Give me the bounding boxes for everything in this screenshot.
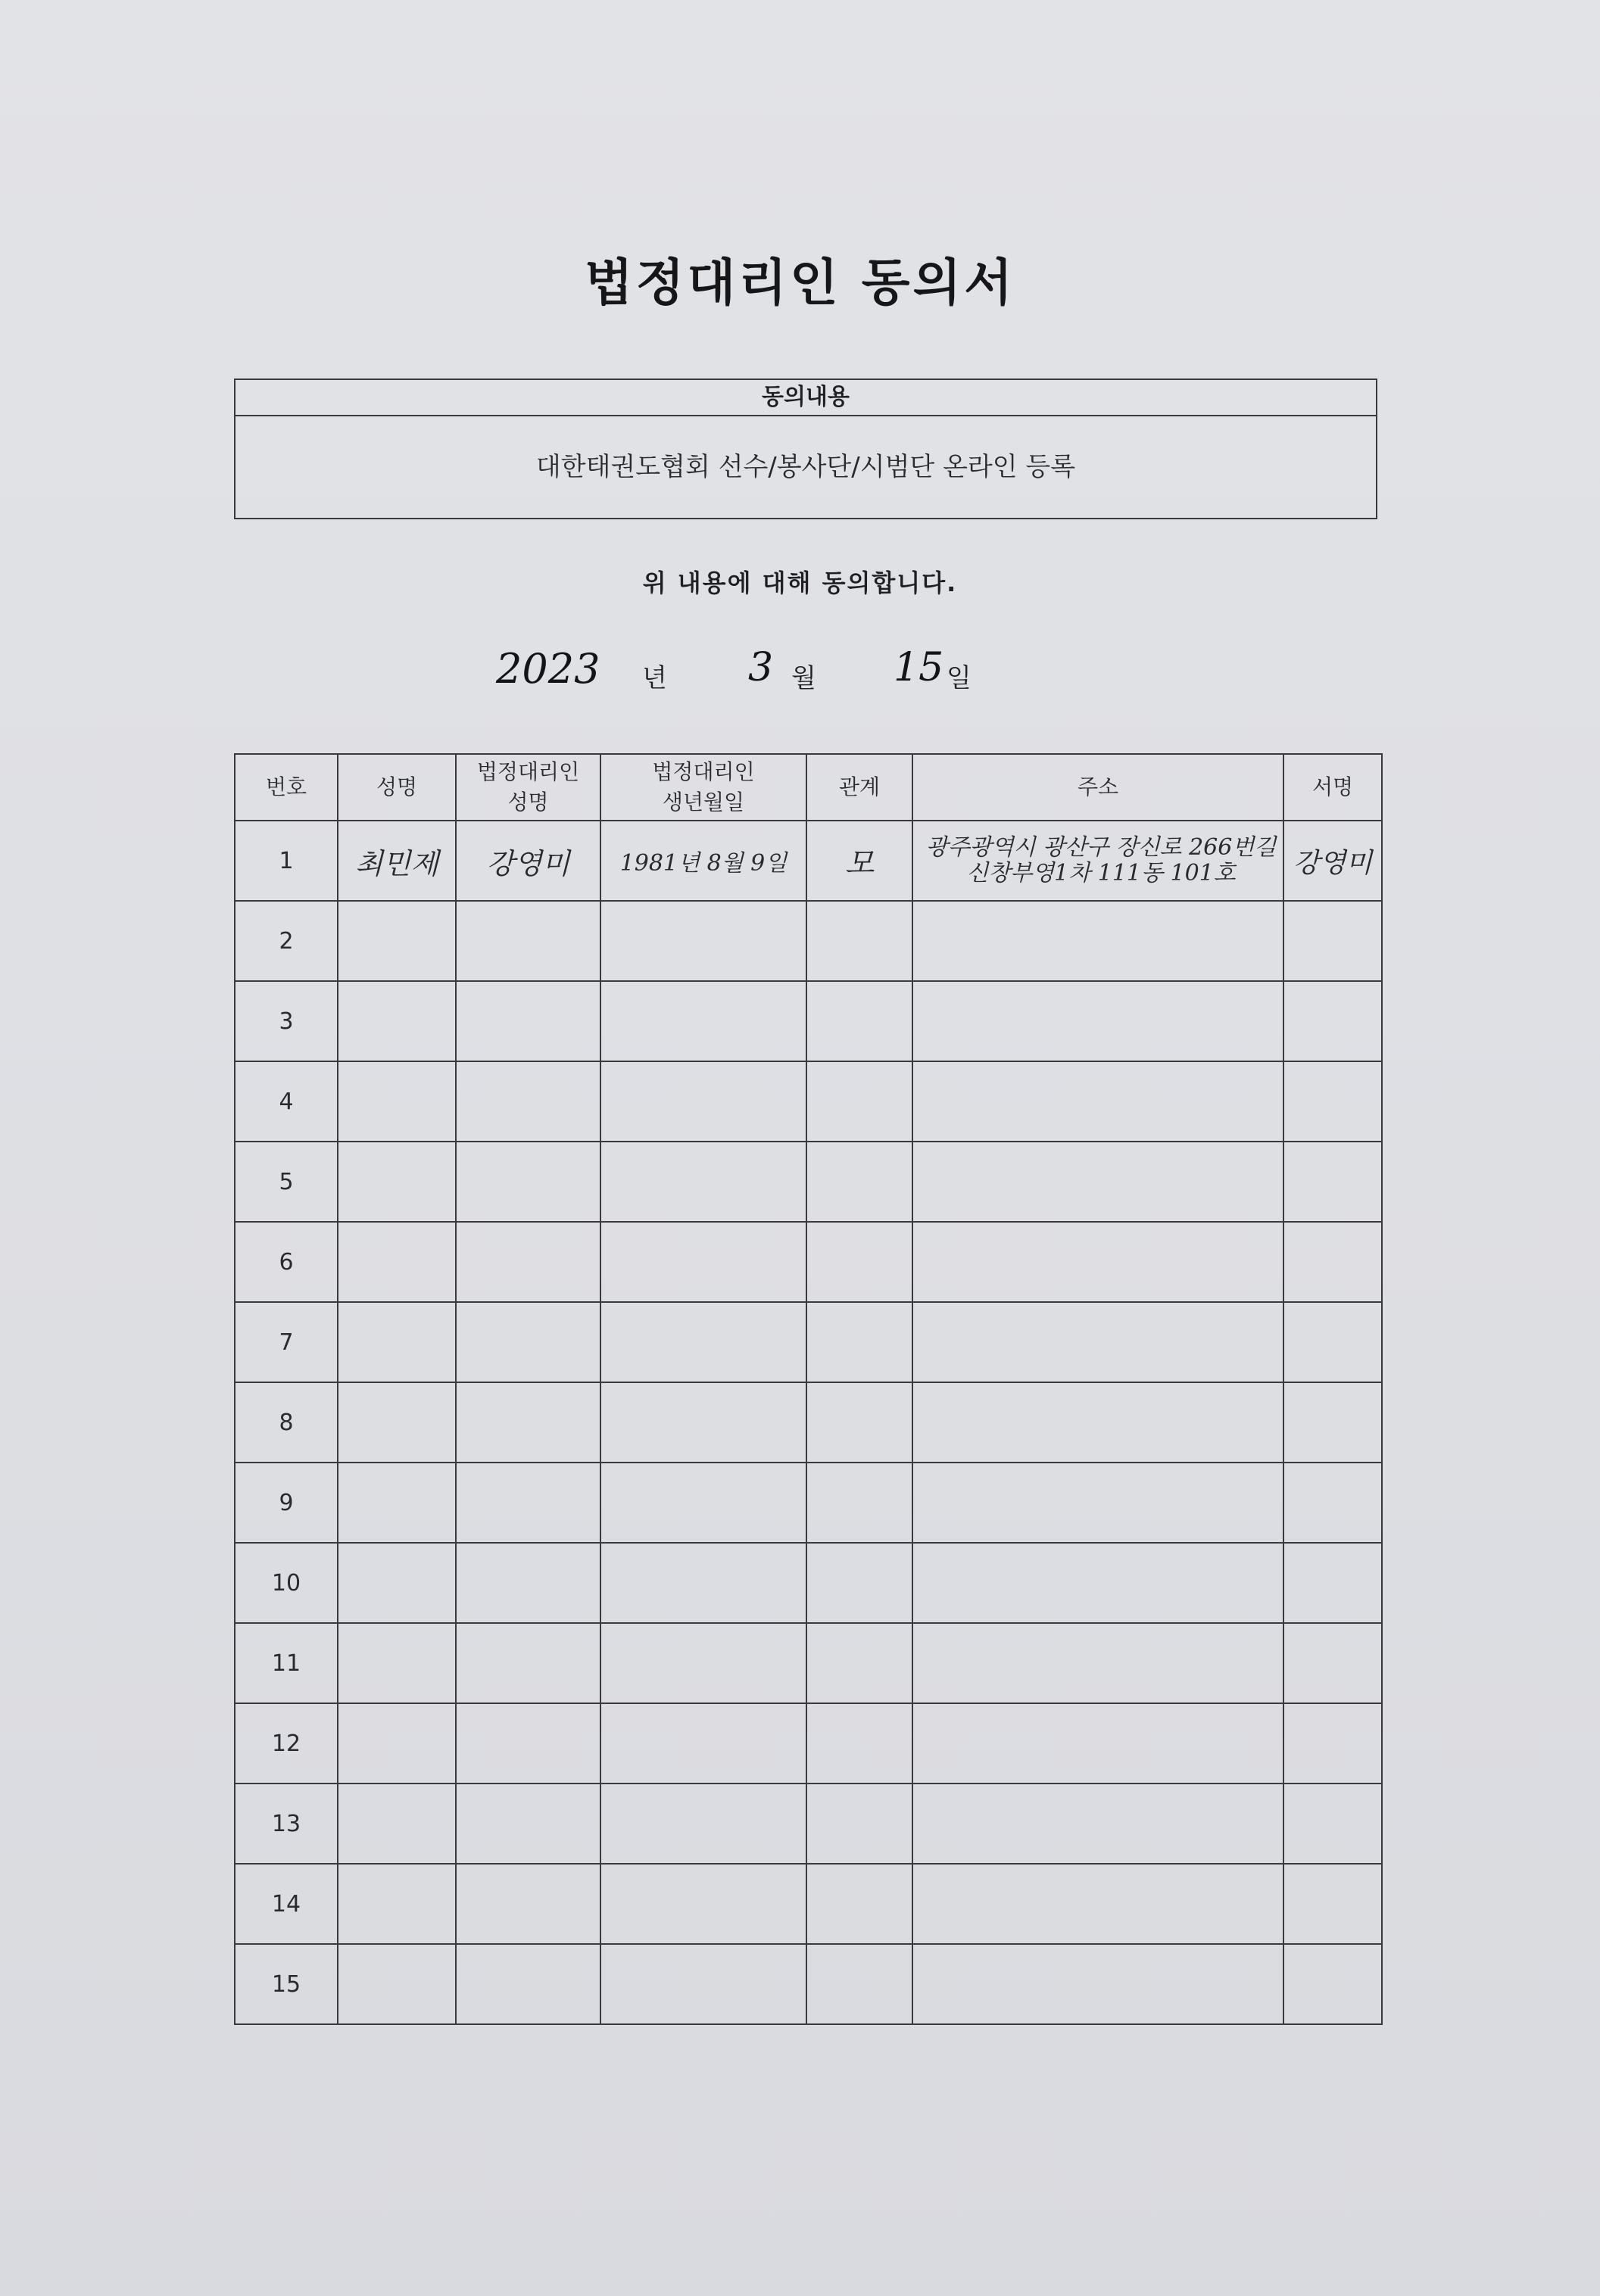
- header-guardian-name: [456, 754, 600, 821]
- row-relation-cell: [806, 1302, 912, 1382]
- row-address-cell: [912, 1382, 1283, 1463]
- row-guardian-name-handwritten: 강영미: [456, 821, 600, 901]
- consent-box-header: 동의내용: [235, 380, 1376, 416]
- table-row: [235, 821, 1382, 901]
- row-signature-cell: [1283, 1784, 1382, 1864]
- row-guardian-name-cell: [456, 1382, 600, 1463]
- row-name-cell: [338, 1944, 456, 2024]
- row-guardian-dob-cell: [600, 981, 806, 1061]
- row-relation-cell: [806, 1784, 912, 1864]
- row-number: 9: [235, 1463, 338, 1543]
- row-name-cell: [338, 1543, 456, 1623]
- row-guardian-dob-cell: [600, 1623, 806, 1703]
- row-relation-cell: [806, 901, 912, 981]
- row-guardian-name-cell: [456, 1864, 600, 1944]
- table-header-row: [235, 754, 1382, 821]
- header-guardian-name-line2: 성명: [507, 790, 549, 815]
- row-relation-handwritten: 모: [806, 821, 912, 901]
- row-signature-cell: [1283, 1543, 1382, 1623]
- date-year-handwritten: 2023: [496, 645, 600, 693]
- row-guardian-name-cell: [456, 1623, 600, 1703]
- table-row: [235, 1061, 1382, 1142]
- row-signature-cell: [1283, 1703, 1382, 1784]
- table-row: [235, 1382, 1382, 1463]
- row-name-cell: [338, 1463, 456, 1543]
- row-number: 14: [235, 1864, 338, 1944]
- row-address-cell: [912, 1703, 1283, 1784]
- row-number: 10: [235, 1543, 338, 1623]
- row-name-cell: [338, 1061, 456, 1142]
- row-address-line2: 신창부영1차 111동 101호: [966, 860, 1236, 886]
- table-row: [235, 1784, 1382, 1864]
- row-name-cell: [338, 1784, 456, 1864]
- row-guardian-dob-cell: [600, 1302, 806, 1382]
- row-address-cell: [912, 981, 1283, 1061]
- row-number: 1: [235, 821, 338, 901]
- row-address-cell: [912, 1463, 1283, 1543]
- row-guardian-name-cell: [456, 1944, 600, 2024]
- row-relation-cell: [806, 1623, 912, 1703]
- row-signature-cell: [1283, 1463, 1382, 1543]
- row-number: 11: [235, 1623, 338, 1703]
- table-row: [235, 1222, 1382, 1302]
- row-guardian-dob-cell: [600, 1944, 806, 2024]
- row-name-cell: [338, 1382, 456, 1463]
- agreement-statement: 위 내용에 대해 동의합니다.: [642, 569, 958, 597]
- document-title: 법정대리인 동의서: [584, 254, 1016, 312]
- row-guardian-name-cell: [456, 1543, 600, 1623]
- row-guardian-dob-cell: [600, 1864, 806, 1944]
- header-address: 주소: [912, 754, 1283, 821]
- row-number: 8: [235, 1382, 338, 1463]
- consent-box-content: 대한태권도협회 선수/봉사단/시범단 온라인 등록: [535, 452, 1076, 482]
- row-signature-cell: [1283, 1623, 1382, 1703]
- row-address-cell: [912, 1222, 1283, 1302]
- row-relation-cell: [806, 1944, 912, 2024]
- row-address-cell: [912, 1061, 1283, 1142]
- row-address-cell: [912, 1543, 1283, 1623]
- row-guardian-dob-cell: [600, 1222, 806, 1302]
- row-relation-cell: [806, 1142, 912, 1222]
- row-number: 4: [235, 1061, 338, 1142]
- row-address-cell: [912, 1944, 1283, 2024]
- row-signature-cell: [1283, 1382, 1382, 1463]
- header-signature: 서명: [1283, 754, 1382, 821]
- row-address-cell: [912, 1784, 1283, 1864]
- row-number: 6: [235, 1222, 338, 1302]
- row-name-cell: [338, 1222, 456, 1302]
- row-signature-handwritten: 강영미: [1283, 821, 1382, 901]
- guardian-table: [234, 753, 1383, 2025]
- row-guardian-dob-cell: [600, 1784, 806, 1864]
- table-row: [235, 1864, 1382, 1944]
- row-address-line1: 광주광역시 광산구 장신로 266번길: [925, 834, 1277, 861]
- row-signature-cell: [1283, 1302, 1382, 1382]
- table-row: [235, 901, 1382, 981]
- row-number: 7: [235, 1302, 338, 1382]
- row-name-cell: [338, 1302, 456, 1382]
- row-guardian-dob-cell: [600, 1142, 806, 1222]
- row-signature-cell: [1283, 1864, 1382, 1944]
- row-name-handwritten: 최민제: [338, 821, 456, 901]
- row-guardian-dob-handwritten: 1981년 8월 9일: [600, 821, 806, 901]
- header-relation: 관계: [806, 754, 912, 821]
- row-relation-cell: [806, 1864, 912, 1944]
- row-number: 3: [235, 981, 338, 1061]
- row-name-cell: [338, 981, 456, 1061]
- row-relation-cell: [806, 1543, 912, 1623]
- row-address-cell: [912, 1302, 1283, 1382]
- row-address-cell: [912, 1142, 1283, 1222]
- header-number: 번호: [235, 754, 338, 821]
- date-month-unit: 월: [791, 663, 816, 693]
- row-address-cell: [912, 1623, 1283, 1703]
- row-name-cell: [338, 1703, 456, 1784]
- row-name-cell: [338, 1142, 456, 1222]
- row-number: 12: [235, 1703, 338, 1784]
- header-guardian-dob: [600, 754, 806, 821]
- header-guardian-dob-line2: 생년월일: [662, 790, 745, 815]
- row-address-cell: [912, 1864, 1283, 1944]
- row-number: 13: [235, 1784, 338, 1864]
- row-signature-cell: [1283, 1061, 1382, 1142]
- row-relation-cell: [806, 1463, 912, 1543]
- row-guardian-name-cell: [456, 1222, 600, 1302]
- row-guardian-dob-cell: [600, 1382, 806, 1463]
- header-name: 성명: [338, 754, 456, 821]
- row-signature-cell: [1283, 1944, 1382, 2024]
- row-relation-cell: [806, 981, 912, 1061]
- row-name-cell: [338, 901, 456, 981]
- row-relation-cell: [806, 1703, 912, 1784]
- consent-box: [234, 379, 1377, 519]
- row-guardian-name-cell: [456, 1061, 600, 1142]
- row-guardian-name-cell: [456, 1142, 600, 1222]
- header-guardian-name-line1: 법정대리인: [476, 759, 580, 784]
- table-row: [235, 1302, 1382, 1382]
- table-row: [235, 1543, 1382, 1623]
- row-guardian-dob-cell: [600, 1703, 806, 1784]
- row-guardian-name-cell: [456, 1703, 600, 1784]
- date-day-unit: 일: [947, 663, 972, 693]
- row-address-cell: [912, 901, 1283, 981]
- table-row: [235, 1463, 1382, 1543]
- row-signature-cell: [1283, 981, 1382, 1061]
- row-number: 15: [235, 1944, 338, 2024]
- row-signature-cell: [1283, 1222, 1382, 1302]
- row-name-cell: [338, 1623, 456, 1703]
- row-guardian-name-cell: [456, 981, 600, 1061]
- date-day-handwritten: 15: [894, 645, 944, 690]
- date-line: [0, 643, 1600, 704]
- table-row: [235, 1944, 1382, 2024]
- row-relation-cell: [806, 1061, 912, 1142]
- row-guardian-name-cell: [456, 1463, 600, 1543]
- row-number: 5: [235, 1142, 338, 1222]
- row-relation-cell: [806, 1382, 912, 1463]
- date-year-unit: 년: [642, 663, 667, 693]
- row-guardian-name-cell: [456, 1784, 600, 1864]
- table-row: [235, 981, 1382, 1061]
- header-guardian-dob-line1: 법정대리인: [652, 759, 755, 784]
- row-name-cell: [338, 1864, 456, 1944]
- row-relation-cell: [806, 1222, 912, 1302]
- row-signature-cell: [1283, 901, 1382, 981]
- row-address-handwritten: [912, 821, 1283, 901]
- table-row: [235, 1703, 1382, 1784]
- row-guardian-dob-cell: [600, 1463, 806, 1543]
- row-guardian-dob-cell: [600, 1543, 806, 1623]
- table-row: [235, 1623, 1382, 1703]
- row-signature-cell: [1283, 1142, 1382, 1222]
- row-guardian-name-cell: [456, 1302, 600, 1382]
- date-month-handwritten: 3: [748, 645, 774, 690]
- row-guardian-dob-cell: [600, 1061, 806, 1142]
- row-guardian-name-cell: [456, 901, 600, 981]
- row-number: 2: [235, 901, 338, 981]
- table-row: [235, 1142, 1382, 1222]
- row-guardian-dob-cell: [600, 901, 806, 981]
